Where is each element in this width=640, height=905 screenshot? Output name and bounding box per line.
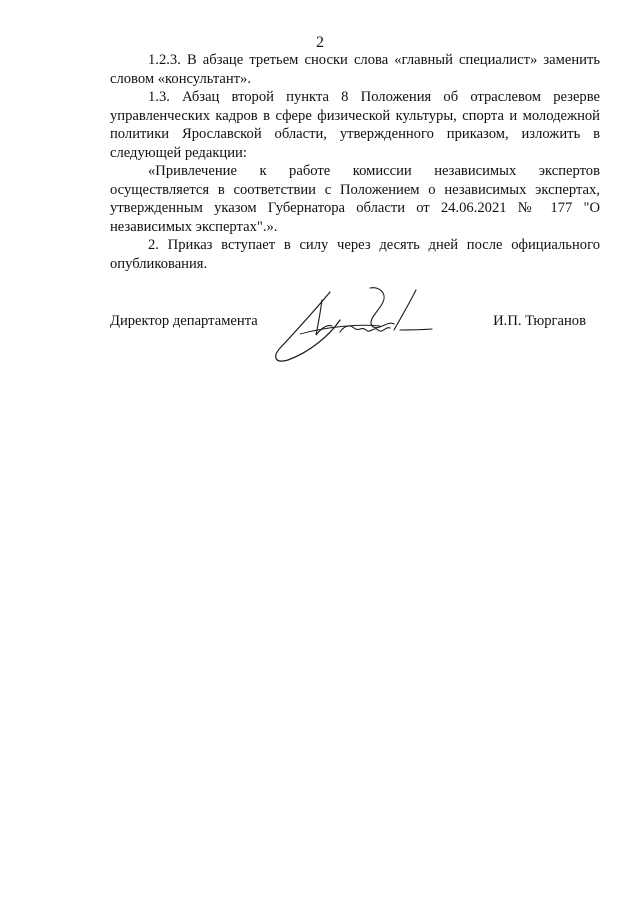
- handwritten-signature: [260, 280, 460, 370]
- paragraph-1-3: 1.3. Абзац второй пункта 8 Положения об отраслевом резерве управленческих кадров в сфере физической культуры, спорта и молодежной политики Ярославской области, утвержденного приказом, изложить в следующей редакции:: [110, 89, 600, 161]
- paragraph-2: 2. Приказ вступает в силу через десять дней после официального опубликования.: [110, 237, 600, 272]
- signatory-name: И.П. Тюрганов: [493, 313, 586, 329]
- document-body: [110, 51, 600, 273]
- paragraph-1-2-3: 1.2.3. В абзаце третьем сноски слова «главный специалист» заменить словом «консультант».: [110, 52, 600, 87]
- signature-block: [110, 308, 600, 388]
- paragraph-quoted-text: «Привлечение к работе комиссии независимых экспертов осуществляется в соответствии с Положением о независимых экспертах, утвержденным указом Губернатора области от 24.06.2021 № 177 "О независимых экспертах".».: [110, 163, 600, 235]
- signatory-position: Директор департамента: [110, 313, 258, 329]
- page-number: 2: [316, 34, 324, 51]
